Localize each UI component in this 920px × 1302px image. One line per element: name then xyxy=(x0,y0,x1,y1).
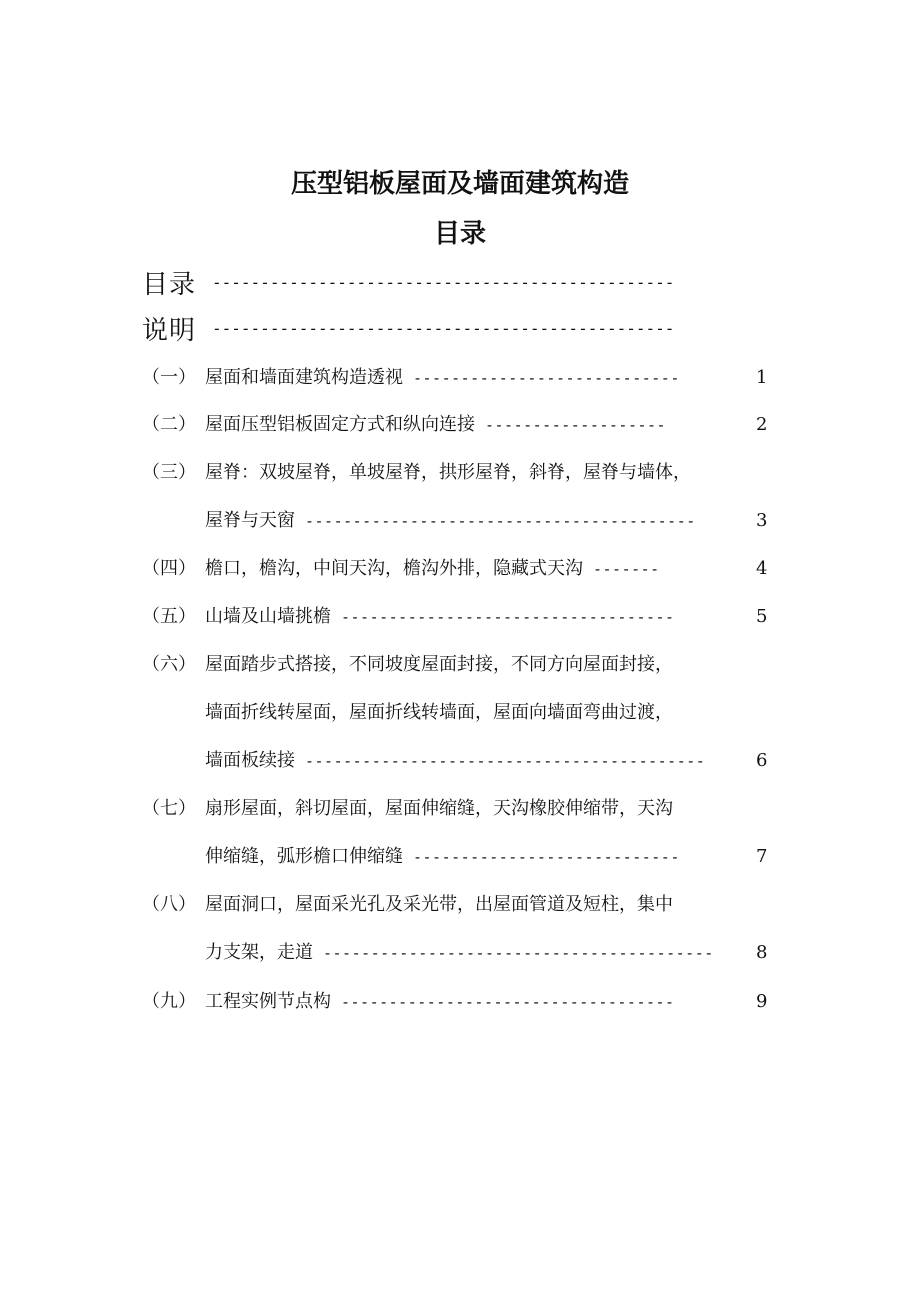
toc-entry-text xyxy=(205,362,680,394)
toc-entry-number: （四） xyxy=(142,558,196,579)
toc-page-number: 6 xyxy=(756,750,768,771)
toc-entry-number: （五） xyxy=(142,606,196,627)
toc-entry-number: （七） xyxy=(142,798,196,819)
toc-entry-title-cont: 墙面折线转屋面，屋面折线转墙面，屋面向墙面弯曲过渡， xyxy=(205,702,673,723)
toc-entry-text xyxy=(205,937,714,969)
toc-leader: ---------------------------- xyxy=(413,848,680,866)
toc-leader: ----------------------------------- xyxy=(341,993,675,1011)
toc-entry-title: 屋面压型铝板固定方式和纵向连接 xyxy=(205,414,475,435)
toc-entry-number: （九） xyxy=(142,991,196,1012)
document-subtitle: 目录 xyxy=(433,219,486,249)
toc-page-number: 1 xyxy=(756,367,768,388)
toc-entry-9 xyxy=(0,986,920,1018)
toc-entry-7 xyxy=(0,793,920,825)
toc-entry-title: 屋脊：双坡屋脊，单坡屋脊，拱形屋脊，斜脊，屋脊与墙体， xyxy=(205,462,691,483)
toc-page-number: 8 xyxy=(756,942,768,963)
toc-header-contents xyxy=(142,262,674,302)
toc-entry-7-cont xyxy=(0,841,920,873)
toc-entry-4 xyxy=(0,553,920,585)
toc-entry-2 xyxy=(0,409,920,441)
toc-entry-6 xyxy=(0,649,920,681)
toc-leader: ------------------------------------------ xyxy=(305,752,706,770)
toc-entry-text xyxy=(205,505,696,537)
toc-entry-title: 山墙及山墙挑檐 xyxy=(205,606,331,627)
toc-leader: ------------------------------------------------ xyxy=(212,272,675,292)
toc-entry-title: 屋面洞口，屋面采光孔及采光带，出屋面管道及短柱，集中 xyxy=(205,894,673,915)
toc-leader: ------------------------------------------------ xyxy=(212,318,675,338)
document-title: 压型铝板屋面及墙面建筑构造 xyxy=(290,169,629,199)
toc-entry-title-cont: 伸缩缝，弧形檐口伸缩缝 xyxy=(205,846,403,867)
toc-entry-5 xyxy=(0,601,920,633)
toc-entry-text xyxy=(205,409,666,441)
toc-entry-8 xyxy=(0,889,920,921)
toc-leader: ----------------------------------- xyxy=(341,608,675,626)
toc-leader: ----------------------------------------- xyxy=(305,512,696,530)
toc-leader: ----------------------------------------- xyxy=(323,944,714,962)
toc-header-notes xyxy=(142,308,674,348)
toc-entry-title: 屋面和墙面建筑构造透视 xyxy=(205,367,403,388)
toc-entry-text xyxy=(205,601,675,633)
toc-entry-3 xyxy=(0,457,920,489)
toc-header-label: 目录 xyxy=(142,269,197,300)
toc-entry-number: （六） xyxy=(142,654,196,675)
toc-entry-text xyxy=(205,841,680,873)
toc-entry-number: （八） xyxy=(142,894,196,915)
toc-entry-8-cont xyxy=(0,937,920,969)
toc-entry-number: （三） xyxy=(142,462,196,483)
toc-page-number: 7 xyxy=(756,846,768,867)
toc-leader: ------------------- xyxy=(485,416,667,434)
toc-page-number: 5 xyxy=(756,606,768,627)
toc-entry-title: 屋面踏步式搭接，不同坡度屋面封接，不同方向屋面封接， xyxy=(205,654,673,675)
toc-entry-title-cont: 墙面板续接 xyxy=(205,750,295,771)
toc-entry-text xyxy=(205,745,705,777)
toc-entry-text xyxy=(205,986,675,1018)
toc-entry-title-cont: 力支架，走道 xyxy=(205,942,313,963)
toc-entry-number: （一） xyxy=(142,367,196,388)
toc-page-number: 4 xyxy=(756,558,768,579)
toc-entry-6-cont-1 xyxy=(0,697,920,729)
toc-page-number: 2 xyxy=(756,414,768,435)
toc-entry-6-cont-2 xyxy=(0,745,920,777)
toc-entry-title: 扇形屋面，斜切屋面，屋面伸缩缝，天沟橡胶伸缩带，天沟 xyxy=(205,798,673,819)
toc-entry-text xyxy=(205,553,660,585)
toc-page-number: 3 xyxy=(756,510,768,531)
toc-entry-number: （二） xyxy=(142,414,196,435)
toc-page-number: 9 xyxy=(756,991,768,1012)
toc-header-label: 说明 xyxy=(142,315,197,346)
toc-entry-3-cont xyxy=(0,505,920,537)
toc-entry-title: 工程实例节点构 xyxy=(205,991,331,1012)
toc-leader: ------- xyxy=(593,560,660,578)
toc-leader: ---------------------------- xyxy=(413,369,680,387)
toc-entry-title-cont: 屋脊与天窗 xyxy=(205,510,295,531)
toc-entry-1 xyxy=(0,362,920,394)
toc-entry-title: 檐口，檐沟，中间天沟，檐沟外排，隐藏式天沟 xyxy=(205,558,583,579)
